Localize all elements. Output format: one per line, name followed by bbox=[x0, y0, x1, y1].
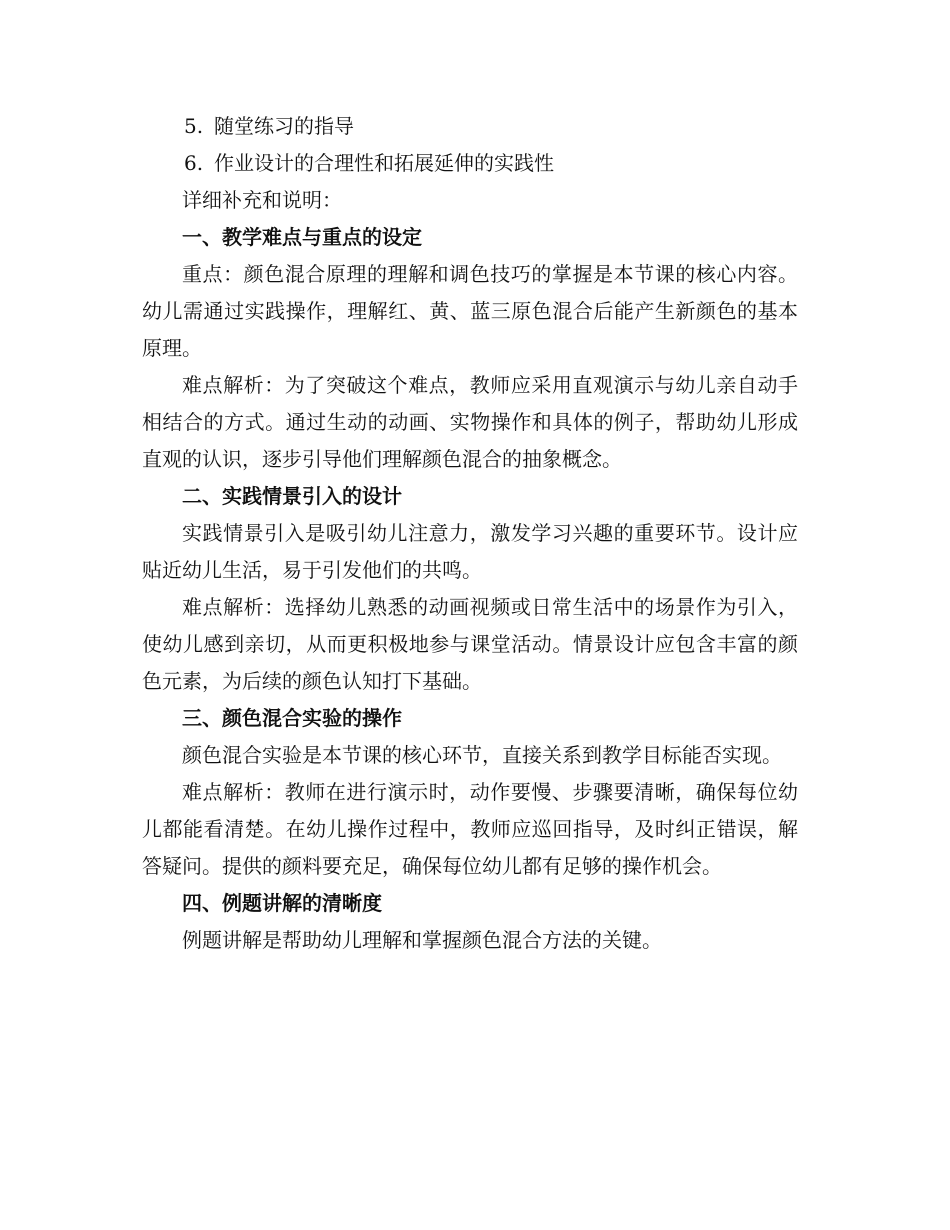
list-item-number: 5. bbox=[184, 114, 204, 138]
section-heading-3: 三、颜色混合实验的操作 bbox=[182, 706, 402, 730]
section-heading-2: 二、实践情景引入的设计 bbox=[182, 484, 402, 508]
intro-line: 详细补充和说明： bbox=[182, 188, 342, 212]
list-item-text: 随堂练习的指导 bbox=[214, 114, 354, 138]
section-3-paragraph-1: 颜色混合实验是本节课的核心环节，直接关系到教学目标能否实现。 bbox=[182, 743, 782, 767]
list-item-number: 6. bbox=[184, 151, 204, 175]
section-2-paragraph-2: 难点解析：选择幼儿熟悉的动画视频或日常生活中的场景作为引入，使幼儿感到亲切，从而更积极地参与课堂活动。情景设计应包含丰富的颜色元素，为后续的颜色认知打下基础。 bbox=[142, 595, 798, 693]
section-2-paragraph-1: 实践情景引入是吸引幼儿注意力，激发学习兴趣的重要环节。设计应贴近幼儿生活，易于引发他们的共鸣。 bbox=[142, 521, 798, 582]
section-heading-1: 一、教学难点与重点的设定 bbox=[182, 225, 422, 249]
section-heading-4: 四、例题讲解的清晰度 bbox=[182, 891, 382, 915]
list-item bbox=[142, 108, 798, 145]
document-body bbox=[142, 108, 798, 959]
section-1-paragraph-2: 难点解析：为了突破这个难点，教师应采用直观演示与幼儿亲自动手相结合的方式。通过生动的动画、实物操作和具体的例子，帮助幼儿形成直观的认识，逐步引导他们理解颜色混合的抽象概念。 bbox=[142, 373, 798, 471]
section-4-paragraph-1: 例题讲解是帮助幼儿理解和掌握颜色混合方法的关键。 bbox=[182, 928, 662, 952]
list-item-text: 作业设计的合理性和拓展延伸的实践性 bbox=[214, 151, 554, 175]
list-item bbox=[142, 145, 798, 182]
section-3-paragraph-2: 难点解析：教师在进行演示时，动作要慢、步骤要清晰，确保每位幼儿都能看清楚。在幼儿操作过程中，教师应巡回指导，及时纠正错误，解答疑问。提供的颜料要充足，确保每位幼儿都有足够的操作机会。 bbox=[142, 780, 798, 878]
section-1-paragraph-1: 重点：颜色混合原理的理解和调色技巧的掌握是本节课的核心内容。幼儿需通过实践操作，理解红、黄、蓝三原色混合后能产生新颜色的基本原理。 bbox=[142, 262, 798, 360]
